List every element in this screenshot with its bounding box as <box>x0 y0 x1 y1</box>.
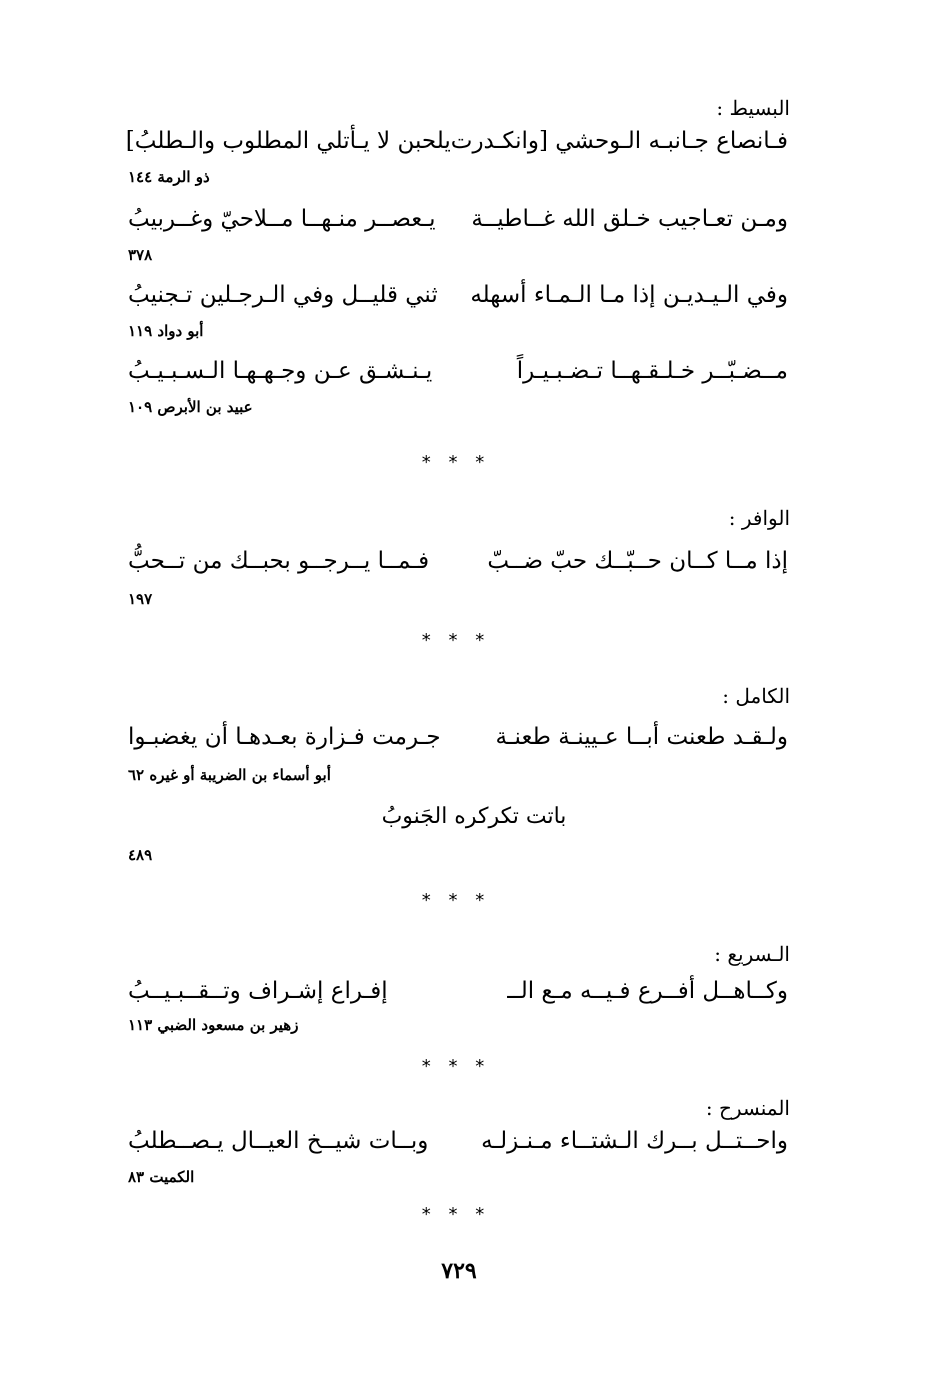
verse-first-hemistich: واحــتــل بــرك الـشتــاء مـنـزلـه <box>481 1128 788 1154</box>
verse-line <box>128 206 788 240</box>
page-number: ٧٢٩ <box>441 1258 477 1284</box>
verse-line <box>128 358 788 392</box>
meter-heading-basit: البسيط : <box>716 96 790 120</box>
verse-source-ref: ذو الرمة ١٤٤ <box>128 168 210 186</box>
verse-second-hemistich: يـنـشـق عـن وجـهـهـا الـسـبـيـبُ <box>128 358 433 384</box>
verse-second-hemistich: يلحبن لا يـأتلي المطلوب والـطلبُ] <box>125 128 451 154</box>
verse-first-hemistich: وفي الـيـديـن إذا مـا الـمـاء أسهله <box>470 282 788 308</box>
verse-second-hemistich: وبــات شيــخ العيــال يـصــطلبُ <box>128 1128 429 1154</box>
verse-line <box>125 128 788 162</box>
verse-first-hemistich: ولـقـد طعنت أبــا عـيينـة طعنـة <box>495 724 788 750</box>
verse-second-hemistich: فـمــا يــرجــو بحبــك من تــحبُّ <box>128 548 430 574</box>
verse-first-hemistich: ومـن تعـاجيب خـلق الله غــاطيــة <box>471 206 788 232</box>
verse-source-ref: زهير بن مسعود الضبي ١١٣ <box>128 1016 299 1034</box>
verse-source-ref: عبيد بن الأبرص ١٠٩ <box>128 398 253 416</box>
verse-second-hemistich: جـرمت فـزارة بعـدهـا أن يغضبـوا <box>128 724 441 750</box>
meter-heading-kamil: الكامل : <box>722 684 790 708</box>
verse-source-ref: أبو أسماء بن الضريبة أو غيره ٦٢ <box>128 766 331 784</box>
verse-line <box>128 548 788 582</box>
verse-second-hemistich: إفـراع إشـراف وتــقــبـيــبُ <box>128 978 388 1004</box>
verse-source-ref: ١٩٧ <box>128 590 153 608</box>
meter-heading-wafir: الوافر : <box>728 506 790 530</box>
verse-first-hemistich: مــضـبّــر خـلـقـهــا تـضـبـيـراً <box>516 358 788 384</box>
section-separator: * * * <box>421 1204 491 1225</box>
section-separator: * * * <box>421 890 491 911</box>
verse-line <box>128 978 788 1012</box>
verse-second-hemistich: ثني قليــل وفي الـرجـلين تـجنيبُ <box>128 282 438 308</box>
verse-line <box>128 282 788 316</box>
verse-source-ref: الكميت ٨٣ <box>128 1168 195 1186</box>
verse-line <box>128 724 788 758</box>
verse-source-ref: ٣٧٨ <box>128 246 153 264</box>
section-separator: * * * <box>421 1056 491 1077</box>
verse-first-hemistich: فـانصاع جـانبـه الـوحشي [وانكـدرت <box>450 128 788 154</box>
section-separator: * * * <box>421 452 491 473</box>
section-separator: * * * <box>421 630 491 651</box>
verse-source-ref: ٤٨٩ <box>128 846 153 864</box>
verse-source-ref: أبو دواد ١١٩ <box>128 322 204 340</box>
verse-line <box>128 1128 788 1162</box>
single-hemistich: باتت تكركره الجَنوبُ <box>381 804 567 829</box>
verse-second-hemistich: يـعصــر منـهــا مــلاحيّ وغــربيبُ <box>128 206 436 232</box>
verse-first-hemistich: إذا مــا كــان حــبّــك حبّ ضــبّ <box>487 548 788 574</box>
verse-first-hemistich: وكــاهــل أفــرع فـيــه مـع الــ <box>507 978 788 1004</box>
meter-heading-sari: الـسريع : <box>714 942 790 966</box>
meter-heading-munsarih: المنسرح : <box>705 1096 790 1120</box>
